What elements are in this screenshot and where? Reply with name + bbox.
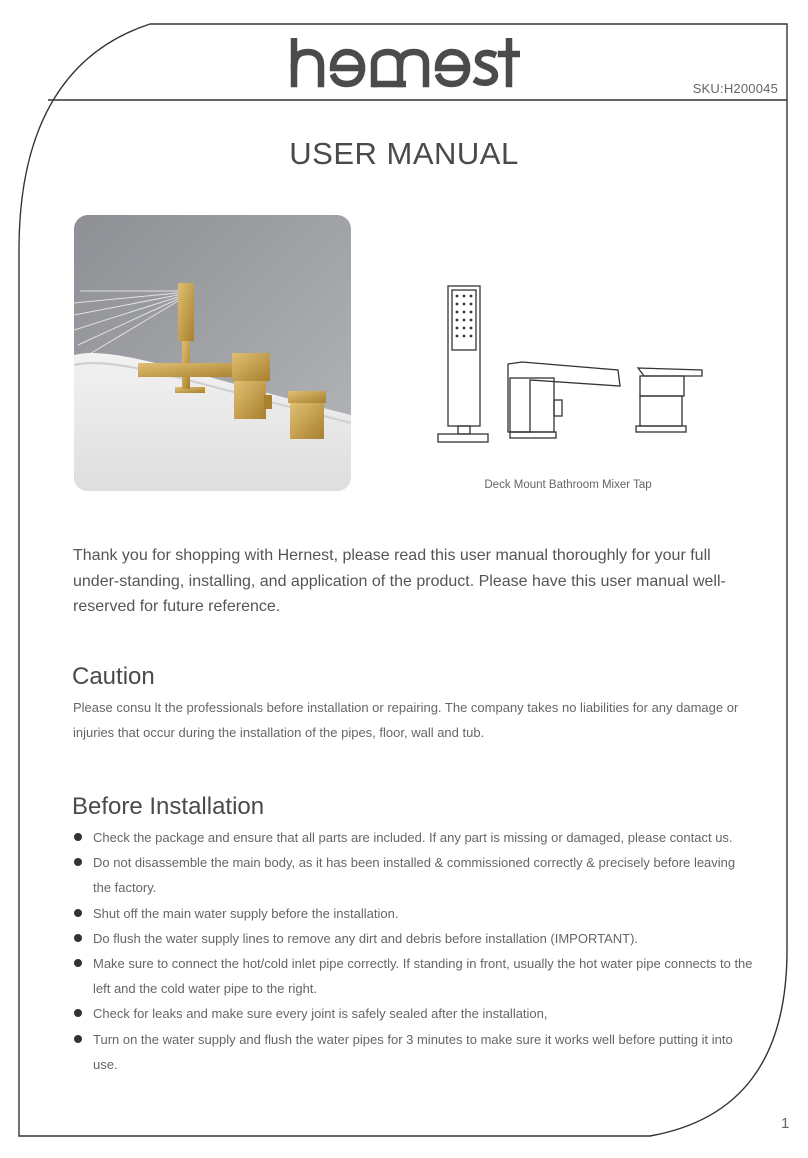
list-item (73, 926, 753, 951)
list-item (73, 901, 753, 926)
list-item-text: Check the package and ensure that all parts are included. If any part is missing or damaged, please contact us. (93, 830, 733, 845)
before-installation-heading: Before Installation (72, 793, 265, 820)
list-item (73, 850, 753, 900)
bullet-icon (74, 934, 82, 942)
caution-text: Please consu lt the professionals before installation or repairing. The company takes no liabilities for any damage or injuries that occur during the installation of the pipes, floor, wall and tub. (73, 700, 739, 740)
page-title: USER MANUAL (289, 136, 519, 171)
sku-label: SKU:H200045 (692, 81, 778, 96)
bullet-icon (74, 833, 82, 841)
list-item (73, 1001, 753, 1026)
list-item-text: Check for leaks and make sure every joint is safely sealed after the installation, (93, 1006, 548, 1022)
bullet-icon (74, 909, 82, 917)
list-item-text: Do not disassemble the main body, as it has been installed & commissioned correctly & precisely before leaving the factory. (93, 855, 736, 896)
page-number: 1 (781, 1115, 790, 1132)
list-item-text: Do flush the water supply lines to remove any dirt and debris before installation (IMPORTANT). (93, 930, 639, 946)
bullet-icon (74, 1009, 82, 1017)
list-item (73, 951, 753, 1001)
hernest-logo (288, 38, 520, 88)
intro-paragraph: Thank you for shopping with Hernest, please read this user manual thoroughly for your full under-standing, installing, and application of the product. Please have this user manual well-reserved for future reference. (73, 547, 726, 615)
list-item-text: Shut off the main water supply before the installation. (93, 905, 399, 921)
bullet-icon (74, 959, 82, 967)
diagram-caption: Deck Mount Bathroom Mixer Tap (484, 479, 652, 491)
list-item-text: Turn on the water supply and flush the water pipes for 3 minutes to make sure it works well before putting it into use. (93, 1031, 733, 1072)
installation-checklist (73, 825, 753, 1077)
list-item-text: Make sure to connect the hot/cold inlet pipe correctly. If standing in front, usually the hot water pipe connects to the left and the cold water pipe to the right. (93, 956, 753, 997)
list-item (73, 825, 753, 850)
product-diagram (430, 278, 720, 448)
product-photo (74, 215, 351, 491)
bullet-icon (74, 1035, 82, 1043)
bullet-icon (74, 858, 82, 866)
list-item (73, 1027, 753, 1077)
caution-heading: Caution (72, 663, 155, 690)
